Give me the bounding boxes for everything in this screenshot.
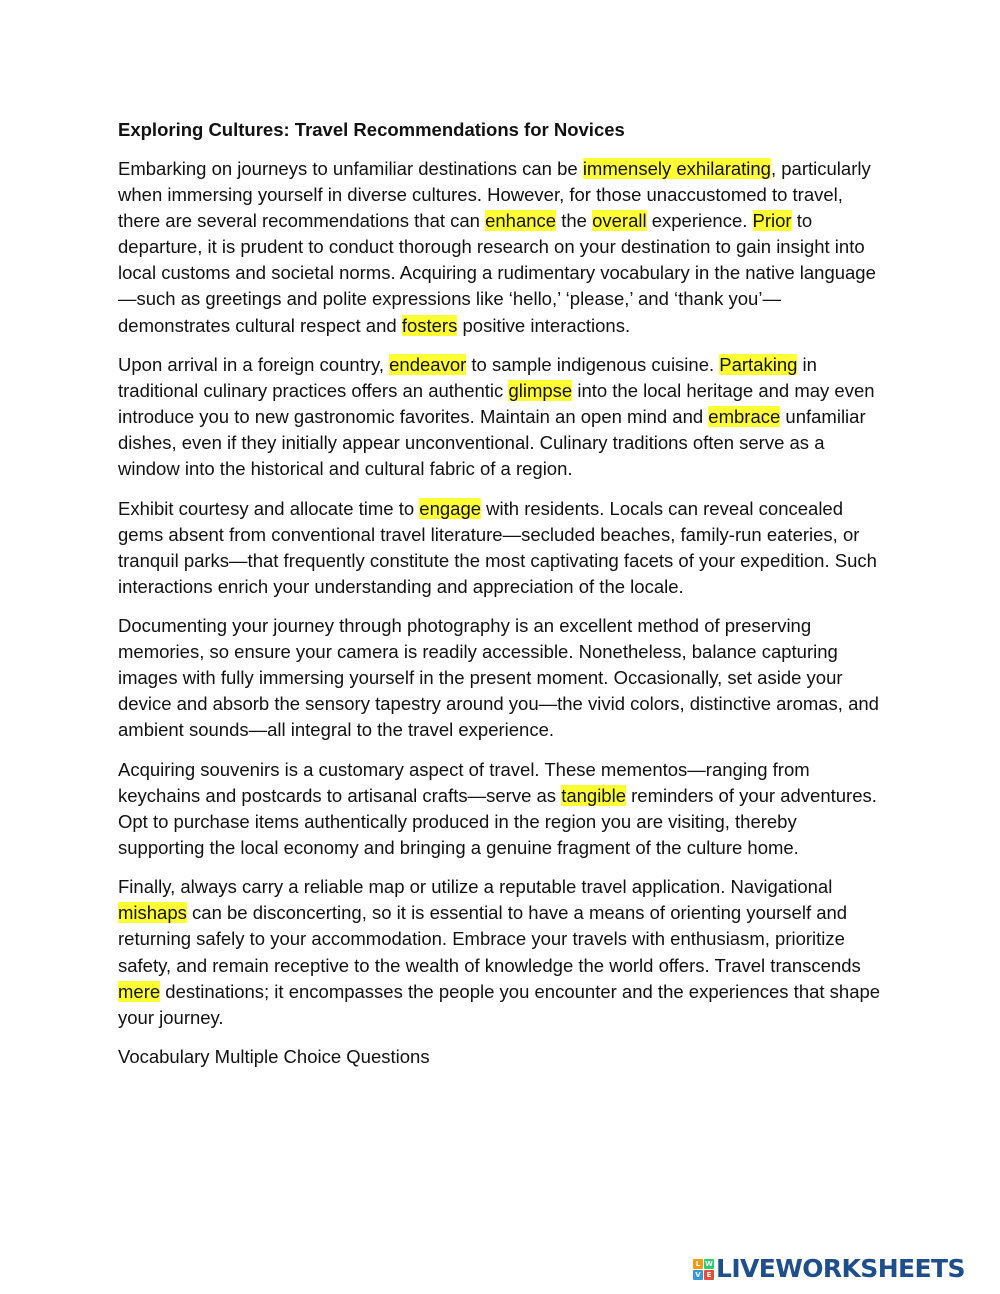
highlighted-vocab-word: overall [592, 210, 647, 232]
paragraph-text: Embarking on journeys to unfamiliar destinations can be [118, 158, 583, 179]
paragraph-4 [118, 613, 888, 743]
liveworksheets-logo-icon [693, 1259, 714, 1280]
paragraph-5 [118, 757, 888, 861]
article-body [118, 156, 888, 1031]
paragraph-text: into the local heritage and may even introduce you to new gastronomic favorites. Maintain an open mind and [118, 379, 875, 428]
paragraph-text: reminders of your adventures. Opt to purchase items authentically produced in the region you are visiting, thereby supporting the local economy and bringing a genuine fragment of the culture home. [118, 784, 877, 858]
paragraph-3 [118, 496, 888, 600]
highlighted-vocab-word: mere [118, 980, 161, 1002]
highlighted-vocab-word: tangible [561, 784, 626, 806]
highlighted-vocab-word: engage [419, 497, 482, 519]
paragraph-text: unfamiliar dishes, even if they initially appear unconventional. Culinary traditions often serve as a window into the historical and cultural fabric of a region. [118, 406, 866, 480]
paragraph-text: to sample indigenous cuisine. [466, 353, 720, 375]
paragraph-text: Finally, always carry a reliable map or utilize a reputable travel application. Navigational [118, 876, 833, 898]
highlighted-vocab-word: immensely exhilarating [582, 158, 771, 179]
paragraph-text: , particularly when immersing yourself in diverse cultures. However, for those unaccustomed to travel, there are several recommendations that can [118, 158, 871, 232]
logo-letter-v: V [693, 1270, 703, 1280]
highlighted-vocab-word: endeavor [389, 353, 467, 375]
paragraph-text: Acquiring souvenirs is a customary aspect of travel. These mementos—ranging from keychains and postcards to artisanal crafts—serve as [118, 758, 810, 806]
highlighted-vocab-word: glimpse [508, 379, 573, 401]
logo-letter-l: L [693, 1259, 703, 1269]
logo-letter-e: E [704, 1270, 714, 1280]
highlighted-vocab-word: mishaps [118, 902, 187, 924]
highlighted-vocab-word: enhance [485, 210, 557, 232]
paragraph-text: Exhibit courtesy and allocate time to [118, 497, 420, 519]
paragraph-text: with residents. Locals can reveal concealed gems absent from conventional travel literature—secluded beaches, family-run eateries, or tranquil parks—that frequently constitute the most captivating facets of your expedition. Such interactions enrich your understanding and appreciation of the locale. [118, 497, 877, 597]
liveworksheets-logo[interactable] [693, 1255, 965, 1283]
paragraph-text: positive interactions. [457, 314, 631, 336]
paragraph-text: in traditional culinary practices offers an authentic [118, 353, 817, 401]
worksheet-page [118, 117, 888, 1070]
liveworksheets-wordmark: LIVEWORKSHEETS [716, 1254, 965, 1283]
paragraph-text: the [556, 210, 593, 232]
highlighted-vocab-word: Prior [752, 210, 792, 232]
paragraph-text: Upon arrival in a foreign country, [118, 353, 390, 375]
paragraph-text: to departure, it is prudent to conduct thorough research on your destination to gain insight into local customs and societal norms. Acquiring a rudimentary vocabulary in the native language—such as greetings and polite expressions like ‘hello,’ ‘please,’ and ‘thank you’—demonstrates cultural respect and [118, 210, 876, 336]
paragraph-text: destinations; it encompasses the people you encounter and the experiences that shape your journey. [118, 980, 881, 1028]
highlighted-vocab-word: embrace [708, 406, 781, 428]
paragraph-6 [118, 874, 888, 1031]
paragraph-text: Documenting your journey through photography is an excellent method of preserving memories, so ensure your camera is readily accessible. Nonetheless, balance capturing images with fully immersing yourself in the present moment. Occasionally, set aside your device and absorb the sensory tapestry around you—the vivid colors, distinctive aromas, and ambient sounds—all integral to the travel experience. [118, 615, 879, 741]
highlighted-vocab-word: Partaking [719, 353, 798, 375]
logo-letter-w: W [705, 1259, 713, 1268]
paragraph-text: experience. [646, 210, 753, 232]
document-title: Exploring Cultures: Travel Recommendations for Novices [118, 119, 625, 140]
questions-heading: Vocabulary Multiple Choice Questions [118, 1046, 430, 1068]
highlighted-vocab-word: fosters [401, 314, 458, 336]
paragraph-1 [118, 156, 888, 339]
paragraph-2 [118, 352, 888, 482]
paragraph-text: can be disconcerting, so it is essential to have a means of orienting yourself and returning safely to your accommodation. Embrace your travels with enthusiasm, prioritize safety, and remain receptive to the wealth of knowledge the world offers. Travel transcends [118, 902, 861, 976]
